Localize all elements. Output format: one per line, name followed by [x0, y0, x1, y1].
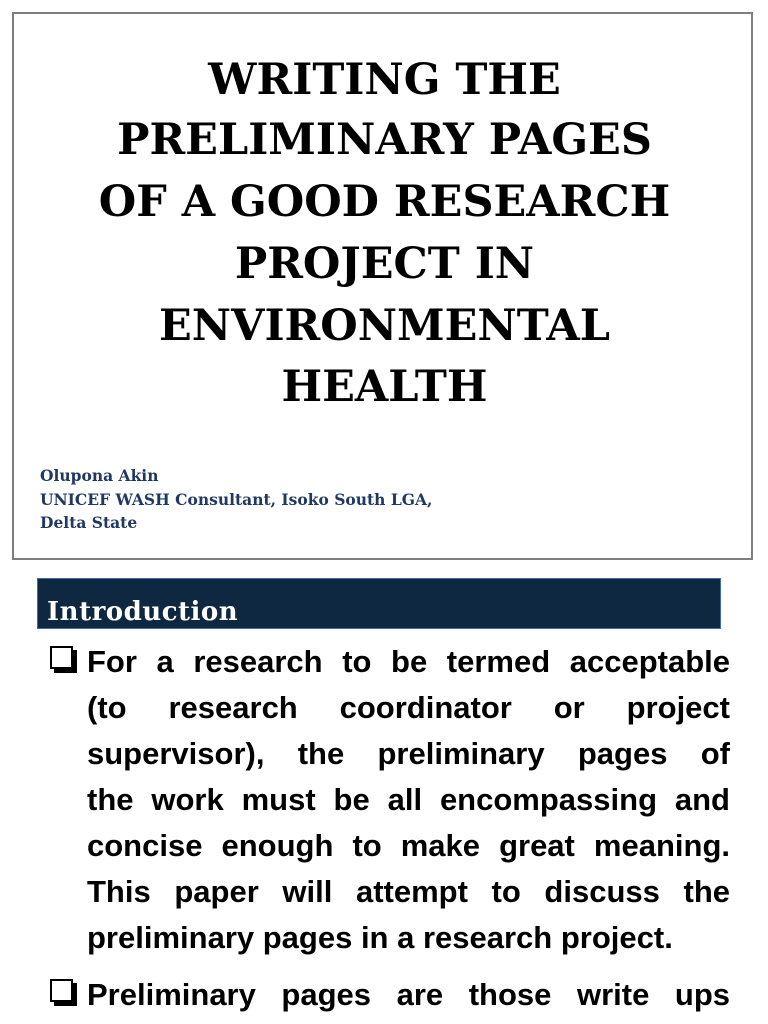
- title-line: HEALTH: [281, 362, 488, 412]
- section-heading: Introduction: [47, 597, 239, 627]
- author-name: Olupona Akin: [40, 466, 159, 485]
- author-location: Delta State: [40, 513, 138, 532]
- title-line: ENVIRONMENTAL: [159, 301, 610, 351]
- title-line: WRITING THE: [208, 55, 561, 105]
- checkbox-bullet-icon: [50, 646, 73, 669]
- author-role: UNICEF WASH Consultant, Isoko South LGA,: [40, 489, 433, 509]
- title-line: PROJECT IN: [234, 239, 535, 289]
- title-line: OF A GOOD RESEARCH: [98, 177, 671, 227]
- checkbox-bullet-icon: [50, 979, 73, 1002]
- title-line: PRELIMINARY PAGES: [117, 115, 652, 165]
- section-header: [37, 578, 721, 629]
- bullet-text-line: (to research coordinator or project: [87, 690, 730, 725]
- bullet-text-line: This paper will attempt to discuss the: [87, 874, 730, 909]
- bullet-text-line: the work must be all encompassing and: [87, 782, 730, 817]
- bullet-text-line: supervisor), the preliminary pages of: [87, 736, 730, 771]
- bullet-text-line: preliminary pages in a research project.: [87, 920, 673, 955]
- title-slide: [12, 12, 753, 560]
- author-block: [40, 464, 432, 535]
- bullet-text-line: For a research to be termed acceptable: [87, 644, 730, 679]
- bullet-text-line: concise enough to make great meaning.: [87, 828, 730, 863]
- bullet-text-line: Preliminary pages are those write ups: [87, 977, 730, 1012]
